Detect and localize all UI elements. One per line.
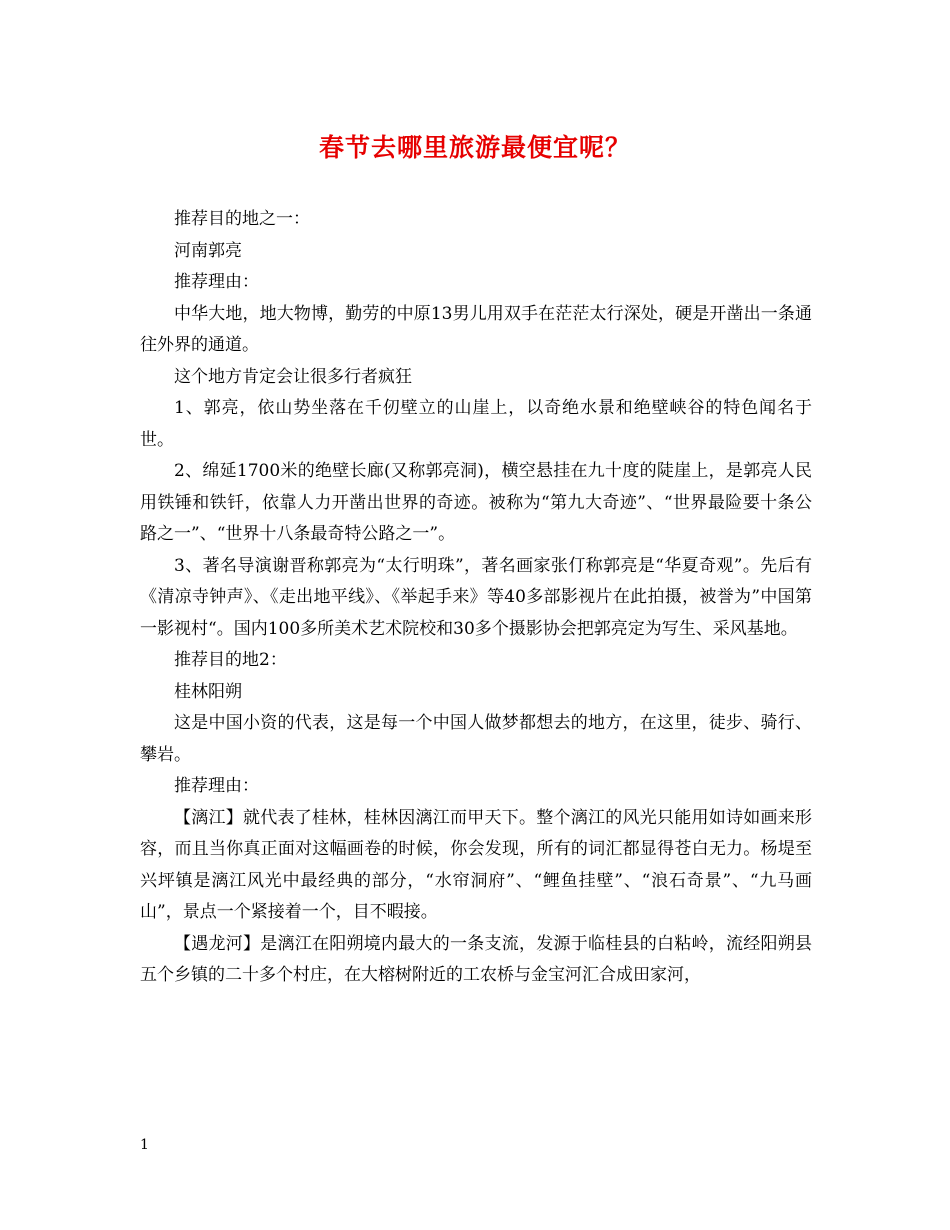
paragraph: 推荐理由： bbox=[174, 776, 259, 796]
paragraph: 河南郭亮 bbox=[174, 240, 242, 261]
paragraph: 桂林阳朔 bbox=[174, 681, 242, 702]
document-body bbox=[140, 204, 812, 992]
paragraph: 1、郭亮，依山势坐落在千仞壁立的山崖上，以奇绝水景和绝壁峡谷的特色闻名于世。 bbox=[140, 398, 812, 450]
paragraph: 2、绵延1700米的绝壁长廊(又称郭亮洞)，横空悬挂在九十度的陡崖上，是郭亮人民用铁锤和铁钎，依靠人力开凿出世界的奇迹。被称为“第九大奇迹”、“世界最险要十条公路之一”、“世界十八条最奇特公路之一”。 bbox=[140, 461, 812, 544]
paragraph: 3、著名导演谢晋称郭亮为“太行明珠”，著名画家张仃称郭亮是“华夏奇观”。先后有《清凉寺钟声》、《走出地平线》、《举起手来》等40多部影视片在此拍摄，被誉为”中国第一影视村“。国内100多所美术艺术院校和30多个摄影协会把郭亮定为写生、采风基地。 bbox=[140, 555, 812, 639]
paragraph: 推荐目的地之一： bbox=[174, 209, 310, 229]
paragraph: 推荐目的地2： bbox=[174, 650, 287, 670]
paragraph: 这个地方肯定会让很多行者疯狂 bbox=[174, 366, 412, 387]
paragraph: 推荐理由： bbox=[174, 272, 259, 292]
paragraph: 这是中国小资的代表，这是每一个中国人做梦都想去的地方，在这里，徒步、骑行、攀岩。 bbox=[140, 713, 812, 765]
paragraph: 【遇龙河】是漓江在阳朔境内最大的一条支流，发源于临桂县的白粘岭，流经阳朔县五个乡镇的二十多个村庄，在大榕树附近的工农桥与金宝河汇合成田家河， bbox=[140, 933, 812, 985]
paragraph: 中华大地，地大物博，勤劳的中原13男儿用双手在茫茫太行深处，硬是开凿出一条通往外界的通道。 bbox=[140, 303, 812, 355]
document-title: 春节去哪里旅游最便宜呢？ bbox=[318, 133, 631, 162]
paragraph: 【漓江】就代表了桂林，桂林因漓江而甲天下。整个漓江的风光只能用如诗如画来形容，而且当你真正面对这幅画卷的时候，你会发现，所有的词汇都显得苍白无力。杨堤至兴坪镇是漓江风光中最经典的部分，“水帘洞府”、“鲤鱼挂壁”、“浪石奇景”、“九马画山”，景点一个紧接着一个，目不暇接。 bbox=[140, 807, 812, 922]
page-number: 1 bbox=[140, 1137, 149, 1153]
